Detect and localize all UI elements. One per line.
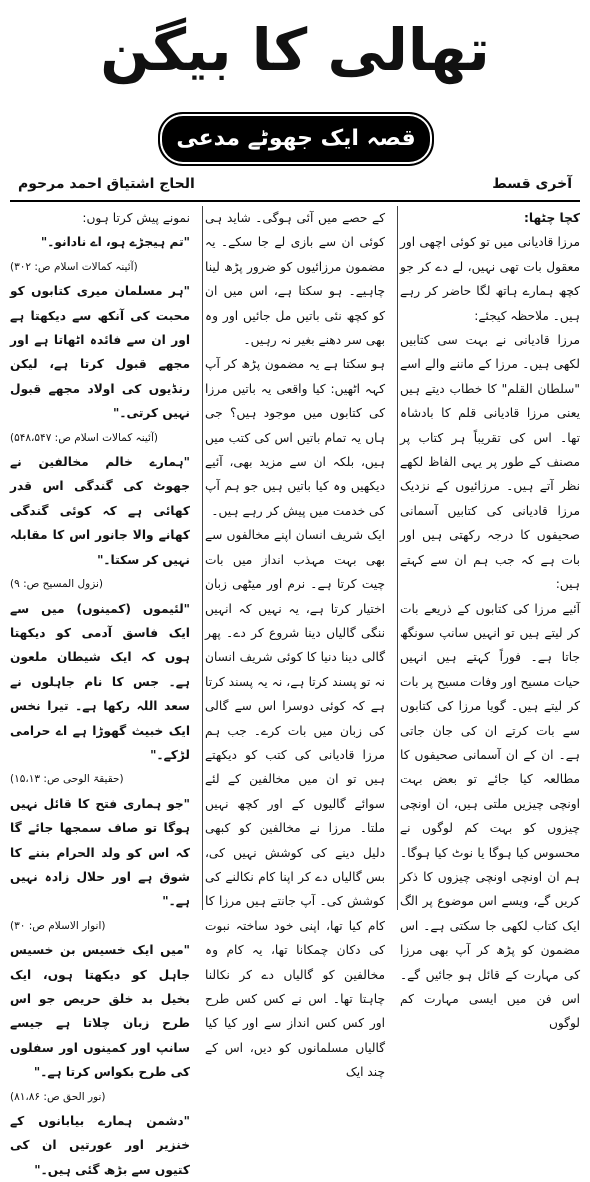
- installment-label: آخری قسط: [492, 176, 572, 192]
- article-column-1: [400, 206, 580, 1031]
- quotation: "میں ایک خسیس بن خسیس جاہل کو دیکھتا ہوں، ایک بخیل بد خلق حریص جو اس طرح زبان چلاتا ہے جیسے سانپ اور کمینوں اور سفلوں کی طرح بکواس کرتا ہے۔": [10, 943, 190, 1080]
- author-name: الحاج اشتیاق احمد مرحوم: [18, 176, 195, 192]
- citation: (نور الحق ص: ۸۱،۸۶): [10, 1090, 106, 1103]
- paragraph: مرزا قادیانی نے بہت سی کتابیں لکھی ہیں۔ مرزا کے ماننے والے اسے "سلطان القلم" کا خطاب دیتے ہیں یعنی مرزا قادیانی قلم کا بادشاہ تھا۔ اس کی تقریباً ہر کتاب پر مصنف کے طور پر یہی الفاظ لکھے نظر آتے ہیں۔ مرزائیوں کے نزدیک مرزا قادیانی کی کتابیں آسمانی صحیفوں کا درجہ رکھتی ہیں اور بات ہے کہ جب ہم ان سے کہتے ہیں:: [400, 333, 580, 592]
- column-separator: [397, 206, 398, 910]
- column-separator: [202, 206, 203, 910]
- quotation: "ہر مسلمان میری کتابوں کو محبت کی آنکھ سے دیکھتا ہے اور ان سے فائدہ اٹھاتا ہے اور مجھے قبول کرتا ہے، لیکن رنڈیوں کی اولاد مجھے قبول نہیں کرتی۔": [10, 284, 190, 421]
- paragraph: کے حصے میں آئی ہوگی۔ شاید ہی کوئی ان سے بازی لے جا سکے۔ یہ مضمون مرزائیوں کو ضرور پڑھ لینا چاہیے۔ ہو سکتا ہے، اس میں ان کو کچھ نئی باتیں مل جائیں اور وہ بھی سر دھنے بغیر نہ رہیں۔: [205, 211, 385, 348]
- page-title: تھالی کا بیگن: [100, 16, 490, 84]
- quotation: "جو ہماری فتح کا قائل نہیں ہوگا تو صاف سمجھا جائے گا کہ اس کو ولد الحرام بننے کا شوق ہے اور حلال زادہ نہیں ہے۔": [10, 796, 190, 909]
- subtitle: قصہ ایک جھوٹے مدعی نبوت کا: [176, 126, 416, 201]
- subtitle-banner: [158, 112, 434, 201]
- byline: [10, 174, 580, 198]
- citation: (نزول المسیح ص: ۹): [10, 578, 104, 591]
- quotation: "ہمارے خالم مخالفین نے جھوٹ کی گندگی اس قدر کھائی ہے کہ کوئی گندگی کھانے والا جانور اس کا مقابلہ نہیں کر سکتا۔": [10, 455, 190, 567]
- citation: (آئینہ کمالات اسلام ص: ۵۴۸،۵۴۷): [10, 431, 158, 444]
- quotation: "لئیموں (کمینوں) میں سے ایک فاسق آدمی کو دیکھتا ہوں کہ ایک شیطان ملعون ہے۔ جس کا نام جاہلوں نے سعد اللہ رکھا ہے۔ تیرا نخس ایک خبیث گھوڑا ہے اے حرامی لڑکے۔": [10, 601, 190, 762]
- citation: (آئینہ کمالات اسلام ص: ۳۰۲): [10, 260, 138, 273]
- paragraph: مرزا قادیانی میں تو کوئی اچھی اور معقول بات تھی نہیں، لے دے کر جو کچھ ہمارے ہاتھ لگا حاضر کر رہے ہیں۔ ملاحظہ کیجئے:: [400, 235, 580, 323]
- paragraph: ایک شریف انسان اپنے مخالفوں سے بھی بہت مہذب انداز میں بات چیت کرتا ہے۔ نرم اور میٹھی زبان اختیار کرتا ہے، یہ نہیں کہ انہیں ننگی گالیاں دینا شروع کر دے۔ پھر گالی دینا دنیا کا کوئی شریف انسان نہ تو پسند کرتا ہے، نہ یہ پسند کرتا ہے کہ کوئی دوسرا اس سے گالی کی زبان میں بات کرے۔ جب ہم مرزا قادیانی کی کتب کو دیکھتے ہیں تو ان میں مخالفین کے لئے سوائے گالیوں کے اور کچھ نہیں ملتا۔ مرزا نے مخالفین کو کبھی دلیل دینے کی کوشش نہیں کی، بس گالیاں دے کر اپنا کام نکالنے کی کوشش کی۔ آپ جانتے ہیں مرزا کا کام کیا تھا، اپنی خود ساختہ نبوت کی دکان چمکانا تھا، یہ کام وہ مخالفین کو گالیاں دے کر نکالنا چاہتا تھا۔ اس نے کس کس طرح اور کس کس انداز سے اور کیا کیا گالیاں مسلمانوں کو دیں، اس کے چند ایک: [205, 528, 385, 1080]
- paragraph: نمونے پیش کرتا ہوں:: [82, 211, 190, 225]
- article-column-2: [205, 206, 385, 1080]
- header-rule: [10, 200, 580, 202]
- citation: (حقیقۃ الوحی ص: ۱۵،۱۳): [10, 773, 124, 786]
- section-heading: کچا چٹھا:: [524, 211, 580, 225]
- quotation: "دشمن ہمارے بیابانوں کے خنزیر اور عورتیں ان کی کتیوں سے بڑھ گئی ہیں۔": [10, 1114, 190, 1177]
- paragraph: ہو سکتا ہے یہ مضمون پڑھ کر آپ کہہ اٹھیں: کیا واقعی یہ باتیں مرزا کی کتابوں میں موجود ہیں؟ جی ہاں یہ تمام باتیں اس کی کتب میں ہیں، بلکہ ان سے مزید بھی، آئیے دیکھیں وہ کیا باتیں ہیں جو ہم آپ کی خدمت میں پیش کر رہے ہیں۔: [205, 357, 385, 518]
- article-column-3: [10, 206, 190, 1177]
- paragraph: آئیے مرزا کی کتابوں کے ذریعے بات کر لیتے ہیں تو انہیں سانپ سونگھ جاتا ہے۔ فوراً کہتے ہیں انہیں حیات مسیح اور وفات مسیح پر بات کر لیتے ہیں۔ گویا مرزا کی کتابوں سے بات کرتے ان کی جان جاتی ہے۔ ان کے ان آسمانی صحیفوں کا مطالعہ کیا جائے تو بعض بہت اونچی چیزیں ملتی ہیں، ان اونچی چیزوں کو بہت کم لوگوں نے محسوس کیا ہوگا یا نوٹ کیا ہوگا۔ ہم ان اونچی اونچی چیزوں کا ذکر کریں گے، ویسے اس موضوع پر الگ ایک کتاب لکھی جا سکتی ہے۔ اس مضمون کو پڑھ کر آپ بھی مرزا کی مہارت کے قائل ہو جائیں گے۔ اس فن میں ایسی مہارت کم لوگوں: [400, 601, 580, 1031]
- quotation: "تم ہیجڑے ہو، اے نادانو۔": [40, 235, 190, 250]
- citation: (انوار الاسلام ص: ۳۰): [10, 919, 106, 932]
